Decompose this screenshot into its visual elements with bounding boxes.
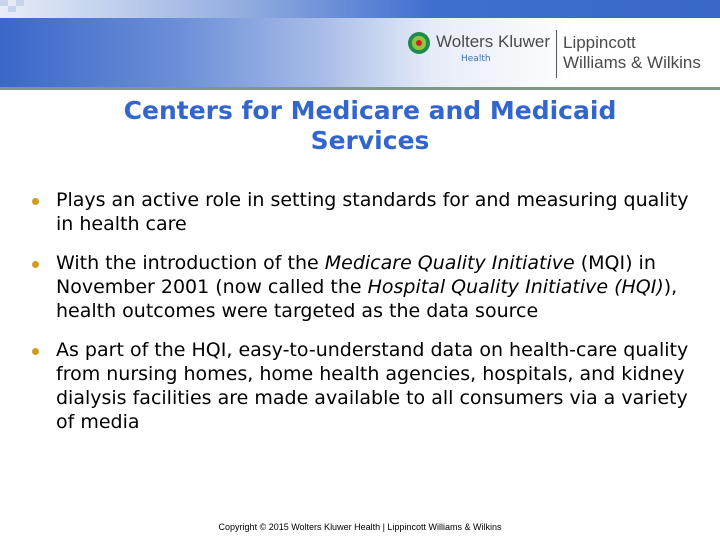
bullet-italic: Medicare Quality Initiative bbox=[324, 252, 575, 274]
bullet-icon bbox=[32, 348, 39, 355]
decor-square bbox=[8, 6, 16, 12]
bullet-item bbox=[30, 188, 710, 236]
header-rule bbox=[0, 87, 720, 90]
partner-line2: Williams & Wilkins bbox=[563, 53, 701, 72]
decor-square bbox=[0, 0, 8, 6]
brand-name: Wolters Kluwer bbox=[436, 32, 550, 51]
bullet-text: (MQI) in November 2001 (now called the bbox=[56, 252, 656, 298]
copyright-footer: Copyright © 2015 Wolters Kluwer Health | Lippincott Williams & Wilkins bbox=[218, 522, 502, 532]
publisher-logo bbox=[408, 30, 701, 80]
header-top-band bbox=[0, 0, 720, 18]
bullet-italic: Hospital Quality Initiative (HQI) bbox=[367, 276, 664, 298]
bullet-text: Plays an active role in setting standards for and measuring quality in health care bbox=[56, 189, 689, 235]
decor-square bbox=[16, 0, 24, 6]
bullet-item bbox=[30, 338, 710, 434]
brand-sub: Health bbox=[461, 54, 491, 64]
globe-icon bbox=[408, 32, 430, 54]
bullet-text: With the introduction of the bbox=[56, 252, 325, 274]
partner-line1: Lippincott bbox=[563, 33, 636, 52]
bullet-text: As part of the HQI, easy-to-understand data on health-care quality from nursing homes, home health agencies, hospitals, and kidney dialysis facilities are made available to all consumers via a variety of media bbox=[56, 339, 689, 433]
bullet-icon bbox=[32, 261, 39, 268]
bullet-item bbox=[30, 251, 710, 323]
slide-title: Centers for Medicare and Medicaid Services bbox=[123, 96, 617, 155]
bullet-text: ), health outcomes were targeted as the data source bbox=[56, 276, 678, 322]
bullet-icon bbox=[32, 198, 39, 205]
logo-divider bbox=[556, 30, 557, 78]
bullet-list bbox=[30, 188, 710, 449]
